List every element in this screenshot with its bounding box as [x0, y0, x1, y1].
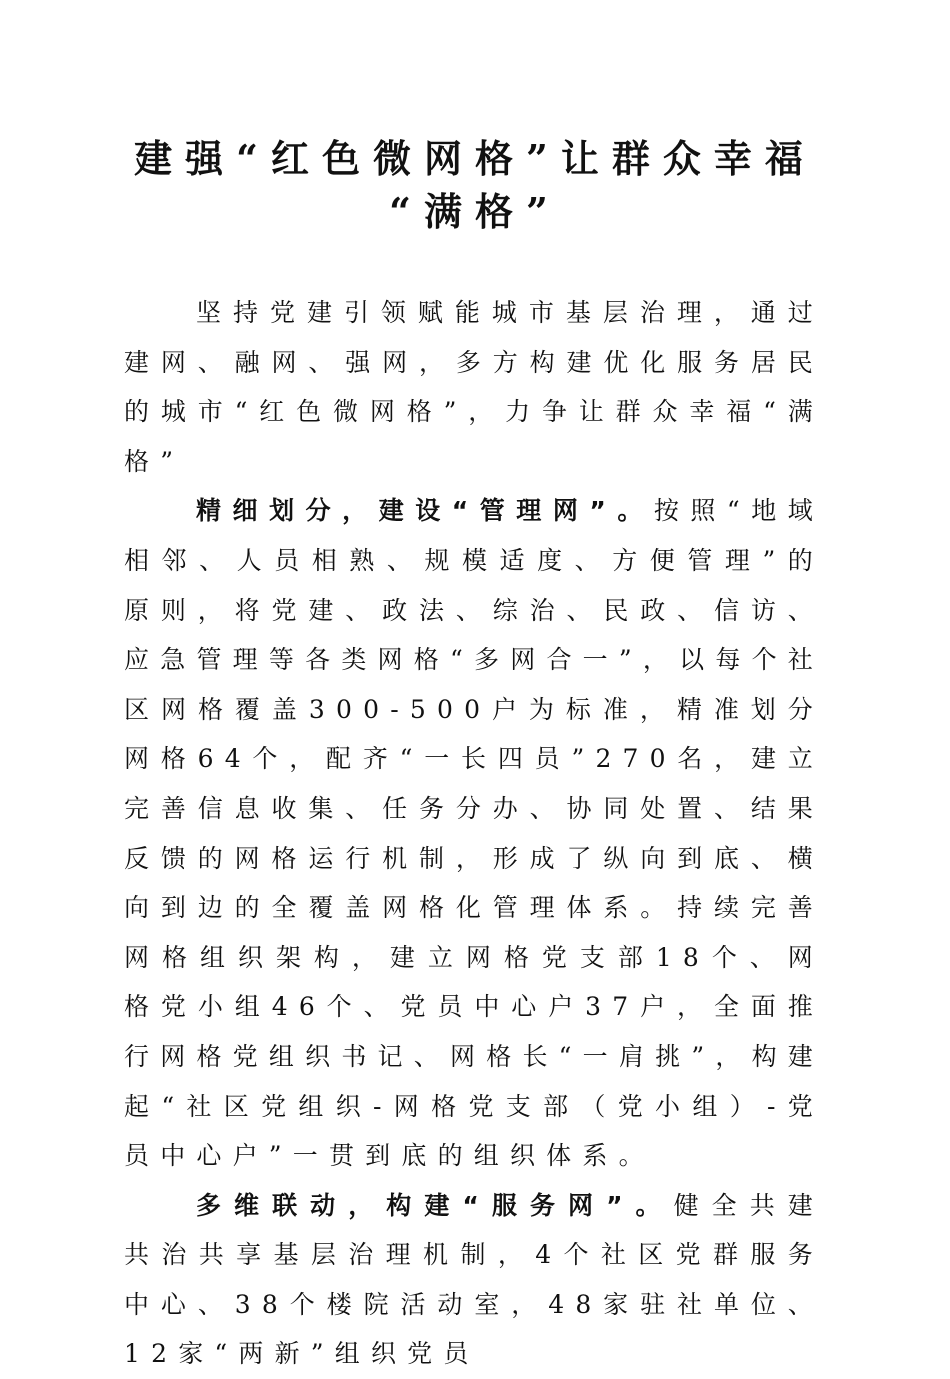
- paragraph-text: 按照“地域相邻、人员相熟、规模适度、方便管理”的原则，将党建、政法、综治、民政、信访、应急管理等各类网格“多网合一”，以每个社区网格覆盖300-500户为标准，精准划分网格64个，配齐“一长四员”270名，建立完善信息收集、任务分办、协同处置、结果反馈的网格运行机制，形成了纵向到底、横向到边的全覆盖网格化管理体系。持续完善网格组织架构，建立网格党支部18个、网格党小组46个、党员中心户37户，全面推行网格党组织书记、网格长“一肩挑”，构建起“社区党组织-网格党支部（党小组）-党员中心户”一贯到底的组织体系。: [124, 496, 824, 1171]
- paragraph-service-network: [124, 1181, 824, 1379]
- article-body: [124, 288, 824, 1379]
- paragraph-text: 坚持党建引领赋能城市基层治理，通过建网、融网、强网，多方构建优化服务居民的城市“红色微网格”，力争让群众幸福“满格”: [124, 298, 824, 476]
- paragraph-intro: [124, 288, 824, 486]
- page-title: [0, 132, 950, 238]
- paragraph-management-network: [124, 486, 824, 1180]
- title-line-1: 建强“红色微网格”让群众幸福: [134, 136, 816, 181]
- paragraph-lead: 精细划分，建设“管理网”。: [196, 496, 654, 526]
- paragraph-lead: 多维联动，构建“服务网”。: [196, 1190, 674, 1220]
- paragraph-text: 健全共建共治共享基层治理机制，4个社区党群服务中心、38个楼院活动室，48家驻社单位、12家“两新”组织党员: [124, 1190, 824, 1369]
- title-line-2: “满格”: [389, 189, 561, 234]
